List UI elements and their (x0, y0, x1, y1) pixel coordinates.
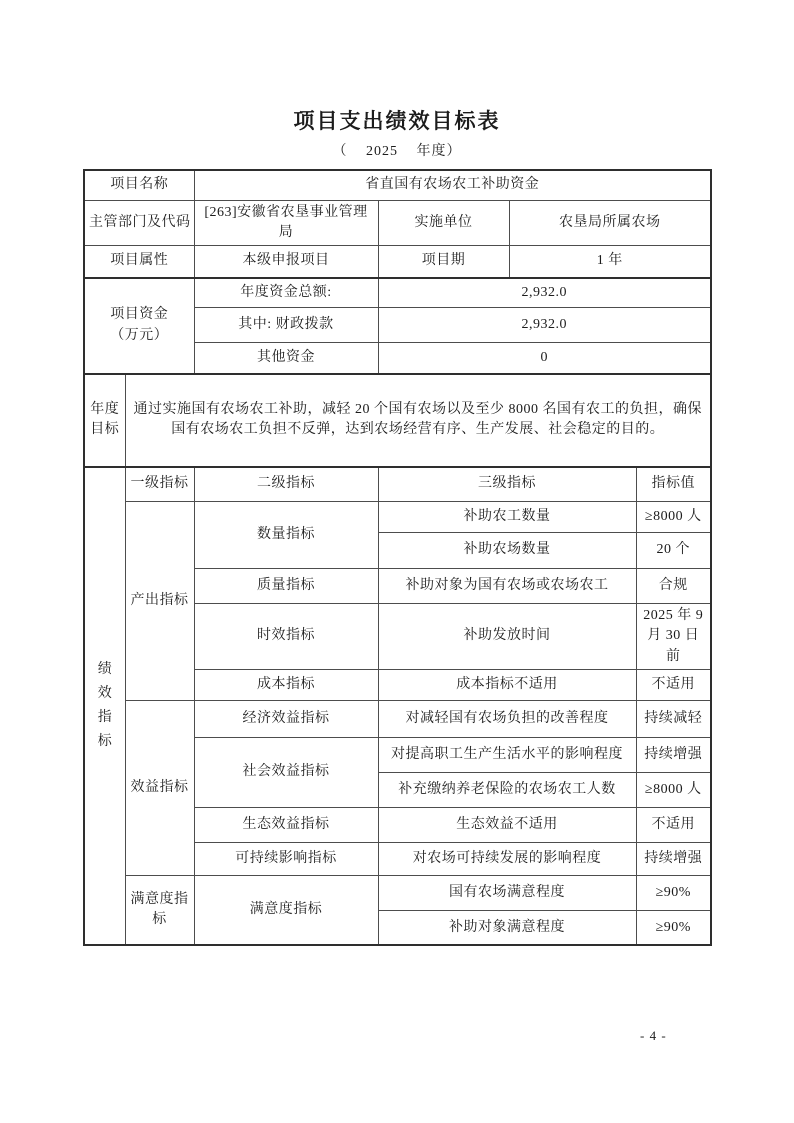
funds-other-value: 0 (378, 343, 711, 374)
level3-cell: 补助农场数量 (378, 533, 636, 569)
performance-target-table (83, 169, 712, 946)
annual-goal-label: 年度目标 (84, 374, 125, 467)
dept-value: [263]安徽省农垦事业管理局 (194, 200, 378, 246)
page-number: - 4 - (640, 1028, 667, 1043)
page-title: 项目支出绩效目标表 (293, 109, 501, 133)
funds-label-line2: （万元） (110, 327, 169, 343)
period-value: 1 年 (509, 246, 711, 278)
table-row (84, 374, 711, 467)
level2-cell: 生态效益指标 (194, 807, 378, 842)
indicator-value-cell: 不适用 (636, 669, 711, 700)
indicator-value-cell: 持续减轻 (636, 700, 711, 737)
level3-cell: 补助发放时间 (378, 604, 636, 670)
col-header-value: 指标值 (636, 467, 711, 502)
indicator-row (84, 502, 711, 533)
level2-cell: 成本指标 (194, 669, 378, 700)
dept-label: 主管部门及代码 (84, 200, 194, 246)
indicator-value-cell: 2025 年 9 月 30 日前 (636, 604, 711, 670)
indicator-value-cell: 合规 (636, 569, 711, 604)
level3-cell: 生态效益不适用 (378, 807, 636, 842)
level2-cell: 经济效益指标 (194, 700, 378, 737)
funds-fiscal-label: 其中: 财政拨款 (194, 308, 378, 343)
impl-unit-label: 实施单位 (378, 200, 509, 246)
indicator-value-cell: ≥8000 人 (636, 502, 711, 533)
indicator-row (84, 875, 711, 910)
project-name-value: 省直国有农场农工补助资金 (194, 170, 711, 200)
level2-cell: 质量指标 (194, 569, 378, 604)
level3-cell: 成本指标不适用 (378, 669, 636, 700)
level3-cell: 补助对象满意程度 (378, 910, 636, 945)
level3-cell: 对提高职工生产生活水平的影响程度 (378, 737, 636, 772)
attribute-value: 本级申报项目 (194, 246, 378, 278)
level3-cell: 对减轻国有农场负担的改善程度 (378, 700, 636, 737)
indicator-value-cell: ≥8000 人 (636, 772, 711, 807)
attribute-label: 项目属性 (84, 246, 194, 278)
level2-cell: 可持续影响指标 (194, 842, 378, 875)
indicator-value-cell: 20 个 (636, 533, 711, 569)
level2-cell: 数量指标 (194, 502, 378, 569)
table-row (84, 278, 711, 308)
year-line: （ 2025 年度） (332, 144, 462, 159)
indicator-header-row (84, 467, 711, 502)
impl-unit-value: 农垦局所属农场 (509, 200, 711, 246)
perf-indicator-side-text: 绩效指标 (97, 662, 112, 749)
level3-cell: 补助农工数量 (378, 502, 636, 533)
funds-total-value: 2,932.0 (378, 278, 711, 308)
level3-cell: 对农场可持续发展的影响程度 (378, 842, 636, 875)
col-header-level1: 一级指标 (125, 467, 194, 502)
funds-label (84, 278, 194, 374)
indicator-row (84, 700, 711, 737)
funds-total-label: 年度资金总额: (194, 278, 378, 308)
indicator-value-cell: ≥90% (636, 910, 711, 945)
col-header-level3: 三级指标 (378, 467, 636, 502)
table-row (84, 170, 711, 200)
funds-label-line1: 项目资金 (110, 307, 169, 323)
level2-cell: 社会效益指标 (194, 737, 378, 807)
level1-benefit-cell: 效益指标 (125, 700, 194, 875)
level1-satisfaction-cell: 满意度指标 (125, 875, 194, 945)
table-row (84, 246, 711, 278)
indicator-value-cell: ≥90% (636, 875, 711, 910)
table-row (84, 200, 711, 246)
level1-output-cell: 产出指标 (125, 502, 194, 701)
indicator-value-cell: 持续增强 (636, 737, 711, 772)
level2-cell: 满意度指标 (194, 875, 378, 945)
level2-cell: 时效指标 (194, 604, 378, 670)
perf-indicator-side-label (84, 467, 125, 946)
indicator-value-cell: 持续增强 (636, 842, 711, 875)
level3-cell: 国有农场满意程度 (378, 875, 636, 910)
funds-other-label: 其他资金 (194, 343, 378, 374)
annual-goal-text: 通过实施国有农场农工补助，减轻 20 个国有农场以及至少 8000 名国有农工的负担，确保国有农场农工负担不反弹，达到农场经营有序、生产发展、社会稳定的目的。 (125, 374, 711, 467)
level3-cell: 补充缴纳养老保险的农场农工人数 (378, 772, 636, 807)
funds-fiscal-value: 2,932.0 (378, 308, 711, 343)
project-name-label: 项目名称 (84, 170, 194, 200)
indicator-value-cell: 不适用 (636, 807, 711, 842)
period-label: 项目期 (378, 246, 509, 278)
level3-cell: 补助对象为国有农场或农场农工 (378, 569, 636, 604)
col-header-level2: 二级指标 (194, 467, 378, 502)
